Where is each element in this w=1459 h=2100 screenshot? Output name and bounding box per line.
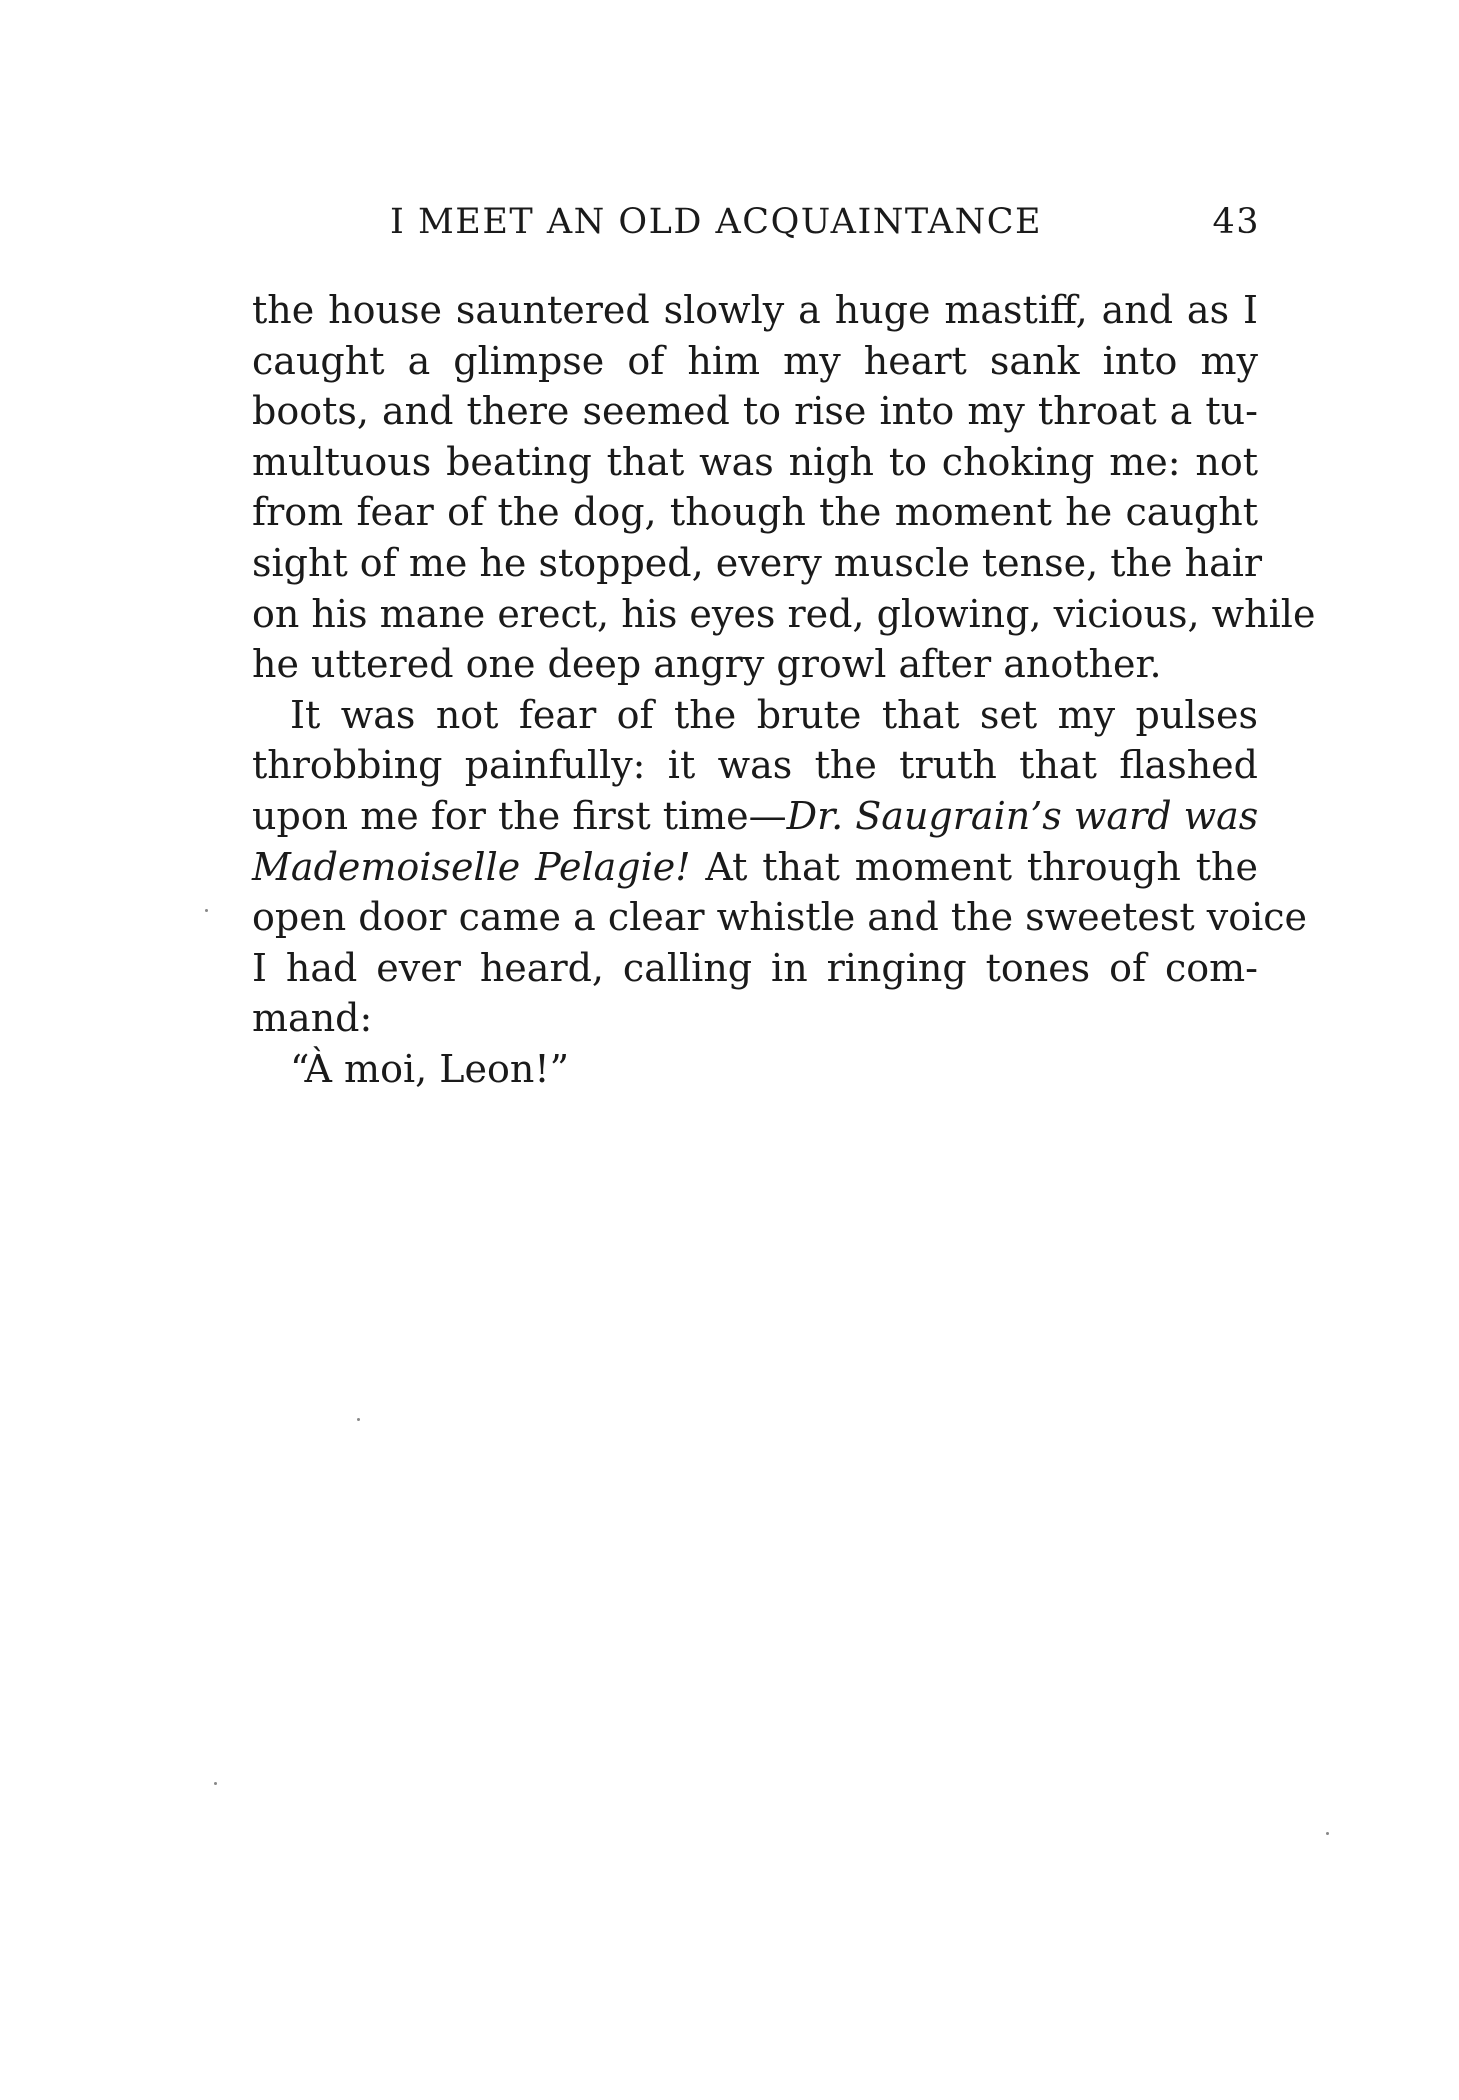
paper-speck — [214, 1782, 217, 1785]
paper-speck — [205, 909, 208, 912]
text-line: mand: — [252, 996, 373, 1041]
text-run: upon me for the first time— — [252, 793, 787, 838]
text-line: he uttered one deep angry growl after another. — [252, 642, 1162, 687]
text-line: from fear of the dog, though the moment he caught — [252, 490, 1258, 535]
page-number: 43 — [1212, 202, 1260, 242]
text-line: “À moi, Leon!” — [290, 1046, 570, 1091]
text-line — [252, 842, 1258, 893]
paper-speck — [1326, 1832, 1329, 1835]
italic-text: Dr. Saugrain’s ward was — [786, 793, 1259, 838]
text-line: It was not fear of the brute that set my pulses — [290, 692, 1258, 737]
text-line: on his mane erect, his eyes red, glowing, vicious, while — [252, 591, 1316, 636]
running-title: I MEET AN OLD ACQUAINTANCE — [390, 202, 1043, 242]
text-line — [252, 791, 1258, 842]
paper-speck — [357, 1418, 360, 1421]
text-line: I had ever heard, calling in ringing tones of com- — [252, 945, 1258, 990]
italic-text: Mademoiselle Pelagie! — [252, 844, 691, 889]
text-line: boots, and there seemed to rise into my throat a tu- — [252, 389, 1258, 434]
text-line: multuous beating that was nigh to choking me: not — [252, 439, 1258, 484]
text-line: the house sauntered slowly a huge mastiff, and as I — [252, 288, 1258, 332]
body-text — [252, 285, 1316, 1095]
text-line: caught a glimpse of him my heart sank into my — [252, 338, 1258, 383]
text-line: throbbing painfully: it was the truth that flashed — [252, 743, 1258, 788]
running-head — [250, 202, 1260, 252]
text-run: At that moment through the — [690, 844, 1258, 889]
text-line: open door came a clear whistle and the sweetest voice — [252, 895, 1308, 940]
text-line: sight of me he stopped, every muscle tense, the hair — [252, 540, 1263, 585]
